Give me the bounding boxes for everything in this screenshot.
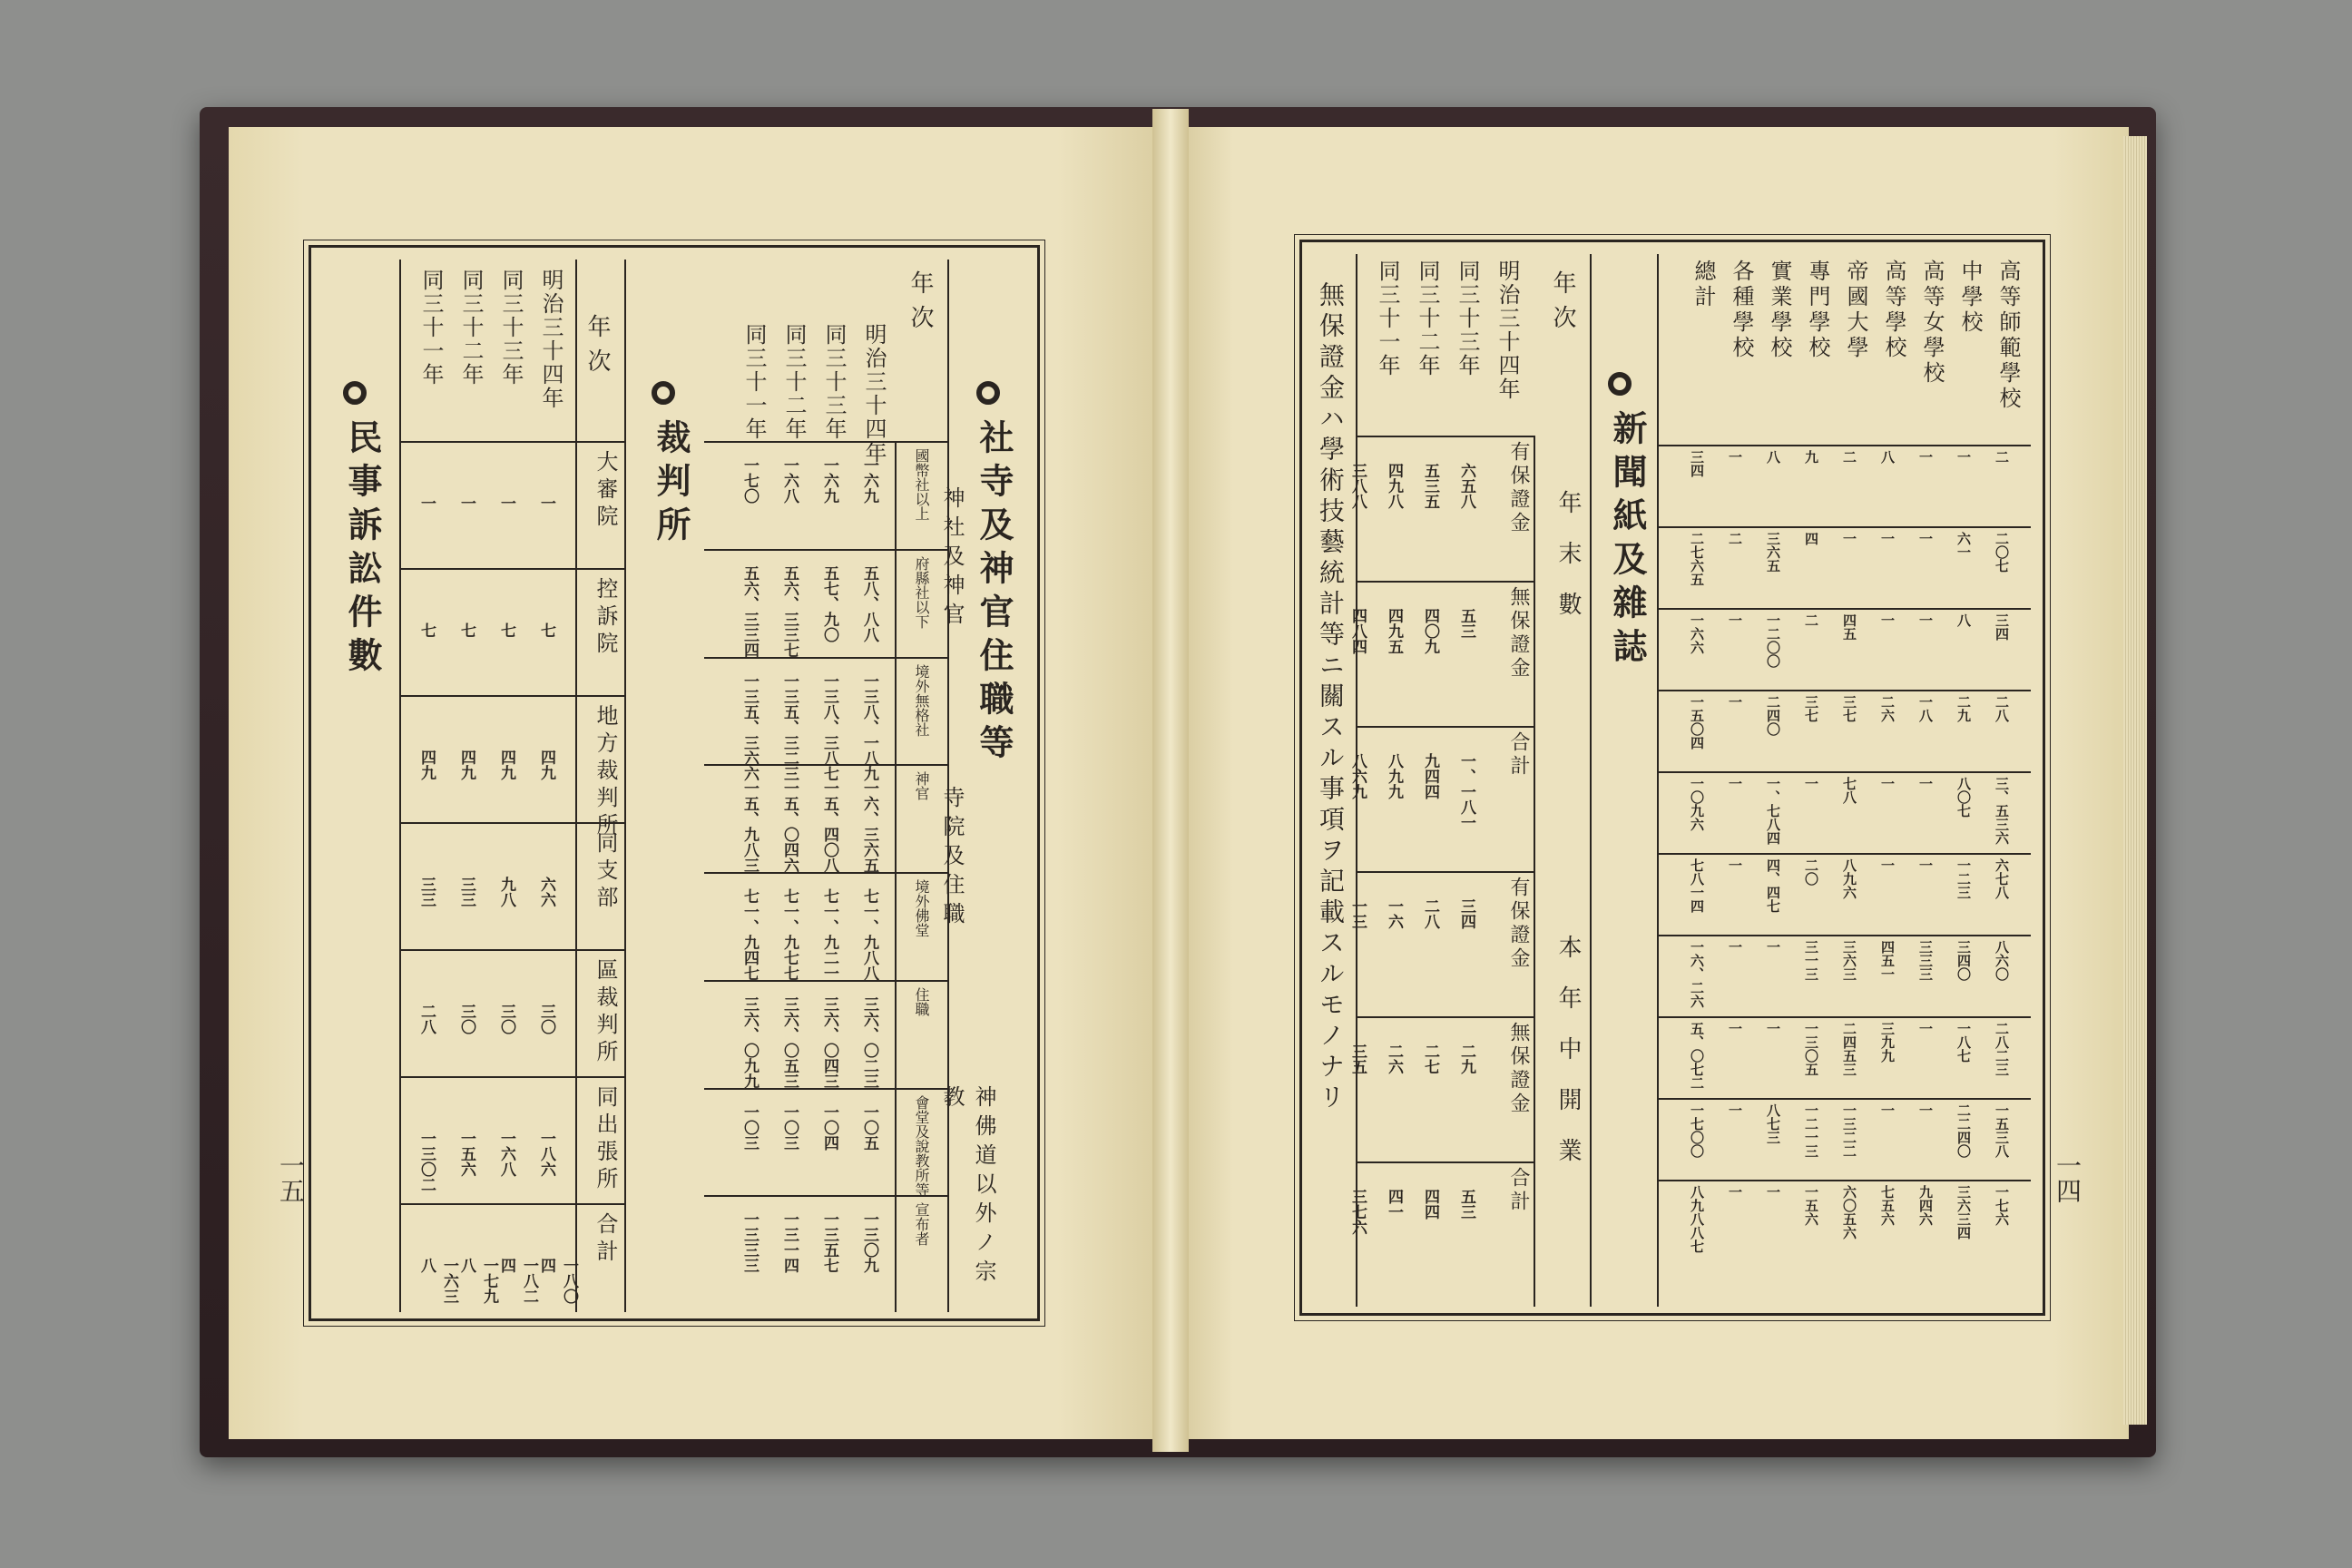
shrine-value-cell: 一三八、一八九 — [860, 672, 878, 781]
news-column-header: 無保證金 — [1507, 1022, 1530, 1116]
school-value-cell: 五、〇七二 — [1689, 1022, 1705, 1090]
news-value-cell: 二七 — [1421, 1044, 1439, 1074]
news-value-cell: 二六 — [1385, 1044, 1403, 1074]
court-title: 裁判所 — [651, 419, 691, 550]
shrine-year-cell: 同三十一年 — [741, 323, 767, 441]
news-value-cell: 三八八 — [1348, 463, 1367, 509]
school-value-cell: 八 — [1879, 450, 1896, 464]
right-page-number: 一四 — [2053, 1152, 2082, 1203]
shrine-value-cell: 三六、〇五三 — [780, 995, 799, 1089]
school-value-cell: 一 — [1917, 532, 1934, 545]
school-value-cell: 一八七 — [1955, 1022, 1972, 1063]
school-value-cell: 一 — [1917, 450, 1934, 464]
school-value-cell: 六七八 — [1994, 858, 2010, 899]
shrine-year-cell: 同三十二年 — [781, 323, 807, 441]
row-divider — [704, 872, 949, 874]
section-marker-icon — [1608, 372, 1632, 396]
school-value-cell: 二八二三 — [1994, 1022, 2010, 1076]
row-divider — [399, 1076, 626, 1078]
school-value-cell: 一 — [1727, 858, 1743, 872]
school-value-cell: 一 — [1917, 613, 1934, 627]
civil-value-cell: 一八二四 — [497, 1258, 538, 1304]
row-divider — [704, 441, 949, 443]
school-value-cell: 一 — [1727, 1022, 1743, 1035]
school-value-cell: 一五〇四 — [1689, 695, 1705, 750]
news-value-cell: 三四 — [1457, 898, 1475, 929]
school-type-label: 高等師範學校 — [1995, 260, 2021, 412]
school-value-cell: 二四五三 — [1841, 1022, 1857, 1076]
school-value-cell: 一 — [1879, 777, 1896, 790]
shrine-value-cell: 一三〇九 — [860, 1211, 878, 1274]
shrine-value-cell: 一五、九八三 — [740, 780, 759, 874]
school-value-cell: 二 — [1841, 450, 1857, 464]
shrine-group-label: 寺院及住職 — [939, 786, 965, 931]
column-divider — [1590, 254, 1592, 1307]
shrine-year-cell: 明治三十四年 — [861, 323, 887, 465]
newspaper-table — [1348, 254, 1593, 1307]
newspaper-year-header: 年次 — [1549, 270, 1576, 339]
news-value-cell: 五三 — [1457, 1189, 1475, 1220]
shrine-value-cell: 七一、九七七 — [780, 888, 799, 981]
shrine-value-cell: 七一、九二一 — [820, 888, 838, 981]
civil-column-header: 同出張所 — [593, 1085, 618, 1194]
row-divider — [399, 441, 626, 443]
school-value-cell: 一 — [1727, 940, 1743, 954]
school-value-cell: 一 — [1879, 858, 1896, 872]
news-value-cell: 二九 — [1457, 1044, 1475, 1074]
school-value-cell: 一 — [1917, 1022, 1934, 1035]
shrine-value-cell: 七一、九八八 — [860, 888, 878, 981]
row-divider — [1356, 1161, 1534, 1163]
school-value-cell: 八 — [1955, 613, 1972, 627]
school-value-cell: 一 — [1879, 613, 1896, 627]
school-value-cell: 三六三四 — [1955, 1185, 1972, 1240]
school-value-cell: 一 — [1727, 1103, 1743, 1117]
news-value-cell: 三五 — [1348, 1044, 1367, 1074]
civil-value-cell: 九八 — [497, 877, 515, 907]
school-value-cell: 一三二二 — [1841, 1103, 1857, 1158]
section-marker-icon — [976, 381, 1000, 405]
civil-value-cell: 四九 — [537, 750, 555, 780]
shrine-value-cell: 一七〇 — [740, 457, 759, 504]
row-divider — [1657, 853, 2031, 855]
row-divider — [704, 1088, 949, 1090]
news-column-header: 合計 — [1507, 1167, 1530, 1214]
shrine-column-header: 境外無格社 — [913, 663, 930, 737]
news-column-header: 無保證金 — [1507, 586, 1530, 681]
civil-column-header: 地方裁判所 — [593, 704, 618, 840]
shrine-value-cell: 一五、〇四六 — [780, 780, 799, 874]
news-value-cell: 五三五 — [1421, 463, 1439, 509]
news-group-label: 本年中開業 — [1554, 935, 1582, 1189]
left-page-number: 一五 — [276, 1152, 306, 1203]
school-value-cell: 八六〇 — [1994, 940, 2010, 981]
civil-value-cell: 一三〇二 — [417, 1131, 436, 1192]
school-value-cell: 一 — [1879, 532, 1896, 545]
shrine-value-cell: 三六、〇四三 — [820, 995, 838, 1089]
shrine-value-cell: 一六、三六五 — [860, 780, 878, 874]
civil-value-cell: 一八六 — [537, 1131, 555, 1177]
school-value-cell: 三一三 — [1803, 940, 1819, 981]
row-divider — [1657, 608, 2031, 610]
civil-value-cell: 三〇 — [497, 1004, 515, 1034]
civil-column-header: 同支部 — [593, 831, 618, 913]
school-value-cell: 一 — [1917, 858, 1934, 872]
news-value-cell: 八六九 — [1348, 753, 1367, 799]
school-type-label: 總計 — [1690, 260, 1716, 310]
shrine-year-header: 年次 — [906, 270, 934, 339]
school-value-cell: 一 — [1727, 450, 1743, 464]
civil-value-cell: 一 — [457, 495, 475, 511]
row-divider — [1657, 1180, 2031, 1181]
row-divider — [1356, 436, 1534, 437]
school-value-cell: 一 — [1879, 1103, 1896, 1117]
school-value-cell: 三四〇 — [1955, 940, 1972, 981]
row-divider — [399, 695, 626, 697]
school-value-cell: 二七六五 — [1689, 532, 1705, 586]
section-marker-icon — [343, 381, 367, 405]
school-value-cell: 二八 — [1994, 695, 2010, 722]
civil-value-cell: 三三 — [457, 877, 475, 907]
news-group-label: 年末數 — [1554, 490, 1582, 642]
news-value-cell: 六五八 — [1457, 463, 1475, 509]
column-divider — [399, 260, 401, 1312]
news-value-cell: 四四 — [1421, 1189, 1439, 1220]
shrine-value-cell: 一三一四 — [780, 1211, 799, 1274]
news-column-header: 有保證金 — [1507, 441, 1530, 535]
shrine-value-cell: 五七、九〇 — [820, 564, 838, 642]
civil-value-cell: 一 — [417, 495, 436, 511]
school-value-cell: 一七〇〇 — [1689, 1103, 1705, 1158]
column-divider — [624, 260, 626, 1312]
civil-value-cell: 三三 — [417, 877, 436, 907]
civil-value-cell: 四九 — [457, 750, 475, 780]
civil-value-cell: 一六三八 — [417, 1258, 458, 1304]
column-divider — [575, 260, 577, 1312]
school-value-cell: 一 — [1841, 532, 1857, 545]
shrine-column-header: 會堂及說教所等 — [913, 1094, 930, 1197]
school-value-cell: 八九八八七 — [1689, 1185, 1705, 1253]
school-value-cell: 一 — [1727, 613, 1743, 627]
civil-value-cell: 六六 — [537, 877, 555, 907]
school-value-cell: 三四 — [1689, 450, 1705, 477]
row-divider — [1657, 526, 2031, 528]
row-divider — [399, 568, 626, 570]
school-value-cell: 八九六 — [1841, 858, 1857, 899]
school-value-cell: 一二三 — [1955, 858, 1972, 899]
school-value-cell: 一 — [1727, 695, 1743, 709]
news-value-cell: 四一 — [1385, 1189, 1403, 1220]
newspaper-note: 無保證金ハ學術技藝統計等ニ關スル事項ヲ記載スルモノナリ — [1316, 281, 1346, 1114]
news-column-header: 合計 — [1507, 731, 1530, 779]
news-value-cell: 四〇九 — [1421, 608, 1439, 654]
news-year-cell: 同三十二年 — [1415, 260, 1440, 377]
school-value-cell: 二 — [1994, 450, 2010, 464]
shrine-group-label: 神佛道以外ノ宗教 — [939, 1085, 996, 1289]
civil-value-cell: 七 — [497, 622, 515, 638]
school-value-cell: 一六六 — [1689, 613, 1705, 654]
shrine-value-cell: 三六、〇二三 — [860, 995, 878, 1089]
shrine-year-cell: 同三十三年 — [821, 323, 847, 441]
school-value-cell: 一〇九六 — [1689, 777, 1705, 831]
civil-value-cell: 二八 — [417, 1004, 436, 1034]
civil-value-cell: 一 — [537, 495, 555, 511]
civil-column-header: 大審院 — [593, 450, 618, 532]
civil-table — [399, 260, 635, 1312]
school-value-cell: 一二〇〇 — [1765, 613, 1781, 668]
civil-value-cell: 一七九八 — [457, 1258, 498, 1304]
civil-value-cell: 一六八 — [497, 1131, 515, 1177]
school-value-cell: 二〇七 — [1994, 532, 2010, 573]
shrine-column-header: 府縣社以下 — [913, 555, 930, 629]
civil-column-header: 區裁判所 — [593, 958, 618, 1067]
civil-year-cell: 同三十二年 — [458, 269, 484, 387]
civil-value-cell: 七 — [537, 622, 555, 638]
school-value-cell: 一 — [1727, 777, 1743, 790]
news-value-cell: 一、一八一 — [1457, 753, 1475, 830]
school-value-cell: 二 — [1803, 613, 1819, 627]
shrine-value-cell: 一〇四 — [820, 1103, 838, 1151]
school-value-cell: 一 — [1765, 1185, 1781, 1199]
civil-year-cell: 同三十三年 — [498, 269, 524, 387]
news-value-cell: 三七六 — [1348, 1189, 1367, 1235]
school-value-cell: 二四〇 — [1765, 695, 1781, 736]
row-divider — [1657, 1098, 2031, 1100]
school-value-cell: 二二四〇 — [1955, 1103, 1972, 1158]
civil-year-cell: 同三十一年 — [418, 269, 444, 387]
civil-value-cell: 三〇 — [537, 1004, 555, 1034]
row-divider — [1657, 690, 2031, 691]
school-value-cell: 二 — [1727, 532, 1743, 545]
civil-value-cell: 一八〇四 — [537, 1258, 578, 1304]
news-value-cell: 四九五 — [1385, 608, 1403, 654]
school-type-label: 帝國大學 — [1843, 260, 1868, 361]
school-value-cell: 一 — [1765, 1022, 1781, 1035]
school-value-cell: 二九 — [1955, 695, 1972, 722]
shrine-value-cell: 五六、三三七 — [780, 564, 799, 658]
school-value-cell: 三七 — [1803, 695, 1819, 722]
school-value-cell: 三六三 — [1841, 940, 1857, 981]
column-divider — [1657, 254, 1659, 1307]
school-value-cell: 七八一四 — [1689, 858, 1705, 913]
school-value-cell: 一 — [1917, 777, 1934, 790]
shrine-value-cell: 五八、八八 — [860, 564, 878, 642]
news-value-cell: 一三 — [1348, 898, 1367, 929]
row-divider — [1356, 871, 1534, 873]
school-value-cell: 一五六 — [1803, 1185, 1819, 1226]
shrine-title: 社寺及神官住職等 — [974, 419, 1014, 768]
shrine-value-cell: 一三八、三八七 — [820, 672, 838, 781]
school-type-label: 中學校 — [1957, 260, 1983, 336]
shrine-value-cell: 一三五、三六六 — [740, 672, 759, 781]
row-divider — [1657, 1016, 2031, 1018]
news-value-cell: 九四四 — [1421, 753, 1439, 799]
shrine-column-header: 境外佛堂 — [913, 879, 930, 937]
news-year-cell: 同三十三年 — [1455, 260, 1480, 377]
school-value-cell: 四五一 — [1879, 940, 1896, 981]
civil-value-cell: 三〇 — [457, 1004, 475, 1034]
civil-title: 民事訴訟件數 — [342, 419, 383, 681]
column-divider — [895, 441, 897, 1312]
row-divider — [399, 949, 626, 951]
shrine-value-cell: 一六九 — [820, 457, 838, 504]
school-value-cell: 三三三 — [1917, 940, 1934, 981]
school-value-cell: 一 — [1765, 940, 1781, 954]
shrine-value-cell: 七一、九四七 — [740, 888, 759, 981]
shrine-value-cell: 一六八 — [780, 457, 799, 504]
school-value-cell: 一三〇五 — [1803, 1022, 1819, 1076]
row-divider — [399, 822, 626, 824]
school-value-cell: 一 — [1917, 1103, 1934, 1117]
school-value-cell: 七八 — [1841, 777, 1857, 804]
shrine-value-cell: 一〇五 — [860, 1103, 878, 1151]
school-value-cell: 八七三 — [1765, 1103, 1781, 1144]
shrine-value-cell: 一五、四〇八 — [820, 780, 838, 874]
school-value-cell: 八〇七 — [1955, 777, 1972, 818]
row-divider — [1657, 445, 2031, 446]
row-divider — [399, 1203, 626, 1205]
civil-value-cell: 四九 — [417, 750, 436, 780]
news-column-header: 有保證金 — [1507, 877, 1530, 971]
shrine-value-cell: 一三五七 — [820, 1211, 838, 1274]
shrine-value-cell: 一〇三 — [780, 1103, 799, 1151]
row-divider — [1657, 771, 2031, 773]
shrine-value-cell: 一〇三 — [740, 1103, 759, 1151]
news-value-cell: 八九九 — [1385, 753, 1403, 799]
school-value-cell: 三四 — [1994, 613, 2010, 641]
school-value-cell: 九四六 — [1917, 1185, 1934, 1226]
row-divider — [1356, 726, 1534, 728]
school-value-cell: 六一 — [1955, 532, 1972, 559]
school-value-cell: 二〇 — [1803, 858, 1819, 886]
row-divider — [1356, 1016, 1534, 1018]
school-value-cell: 一、七八四 — [1765, 777, 1781, 845]
civil-value-cell: 七 — [417, 622, 436, 638]
shrine-group-label: 神社及神官 — [939, 486, 965, 632]
news-year-cell: 明治三十四年 — [1494, 260, 1520, 401]
row-divider — [704, 657, 949, 659]
row-divider — [704, 1195, 949, 1197]
school-value-cell: 三六五 — [1765, 532, 1781, 573]
school-value-cell: 四 — [1803, 532, 1819, 545]
book-gutter — [1152, 109, 1189, 1452]
school-type-label: 實業學校 — [1767, 260, 1792, 361]
civil-value-cell: 七 — [457, 622, 475, 638]
section-marker-icon — [652, 381, 675, 405]
shrine-value-cell: 三六、〇九九 — [740, 995, 759, 1089]
column-divider — [1534, 436, 1535, 1307]
school-value-cell: 一 — [1955, 450, 1972, 464]
shrine-column-header: 國幣社以上 — [913, 448, 930, 521]
page-edges — [2123, 136, 2147, 1425]
school-value-cell: 二六 — [1879, 695, 1896, 722]
row-divider — [704, 764, 949, 766]
school-value-cell: 一七六 — [1994, 1185, 2010, 1226]
civil-value-cell: 一 — [497, 495, 515, 511]
school-value-cell: 三、五三六 — [1994, 777, 2010, 845]
school-value-cell: 九 — [1803, 450, 1819, 464]
shrine-value-cell: 五六、三三四 — [740, 564, 759, 658]
row-divider — [704, 980, 949, 982]
civil-column-header: 控訴院 — [593, 577, 618, 659]
school-value-cell: 一 — [1803, 777, 1819, 790]
news-value-cell: 一六 — [1385, 898, 1403, 929]
shrine-value-cell: 一六九 — [860, 457, 878, 504]
school-value-cell: 一八 — [1917, 695, 1934, 722]
news-value-cell: 四八四 — [1348, 608, 1367, 654]
school-value-cell: 一二一三 — [1803, 1103, 1819, 1158]
school-type-label: 專門學校 — [1805, 260, 1830, 361]
row-divider — [704, 549, 949, 551]
row-divider — [1356, 581, 1534, 583]
shrine-column-header: 神官 — [913, 771, 930, 801]
civil-value-cell: 一五六 — [457, 1131, 475, 1177]
row-divider — [1657, 935, 2031, 936]
shrine-value-cell: 一三五、三二三 — [780, 672, 799, 781]
school-type-label: 高等學校 — [1881, 260, 1906, 361]
newspaper-title: 新聞紙及雜誌 — [1607, 410, 1648, 671]
school-value-cell: 三九九 — [1879, 1022, 1896, 1063]
school-value-cell: 六〇五六 — [1841, 1185, 1857, 1240]
shrine-value-cell: 一三三三 — [740, 1211, 759, 1274]
school-value-cell: 四、四七 — [1765, 858, 1781, 913]
school-value-cell: 八 — [1765, 450, 1781, 464]
news-value-cell: 二八 — [1421, 898, 1439, 929]
school-value-cell: 一六、二六 — [1689, 940, 1705, 1008]
school-value-cell: 四五 — [1841, 613, 1857, 641]
civil-column-header: 合計 — [593, 1212, 618, 1267]
school-value-cell: 七五六 — [1879, 1185, 1896, 1226]
school-value-cell: 一五三八 — [1994, 1103, 2010, 1158]
school-value-cell: 一 — [1727, 1185, 1743, 1199]
shrine-column-header: 住職 — [913, 986, 930, 1016]
news-value-cell: 四九八 — [1385, 463, 1403, 509]
news-year-cell: 同三十一年 — [1375, 260, 1400, 377]
civil-value-cell: 四九 — [497, 750, 515, 780]
civil-year-header: 年次 — [583, 314, 611, 383]
civil-year-cell: 明治三十四年 — [538, 269, 564, 410]
school-type-label: 高等女學校 — [1919, 260, 1945, 387]
school-value-cell: 三七 — [1841, 695, 1857, 722]
column-divider — [1356, 254, 1357, 1307]
school-type-label: 各種學校 — [1729, 260, 1754, 361]
news-value-cell: 五三 — [1457, 608, 1475, 639]
schools-table — [1657, 254, 2033, 1307]
shrine-column-header: 宣布者 — [913, 1202, 930, 1247]
